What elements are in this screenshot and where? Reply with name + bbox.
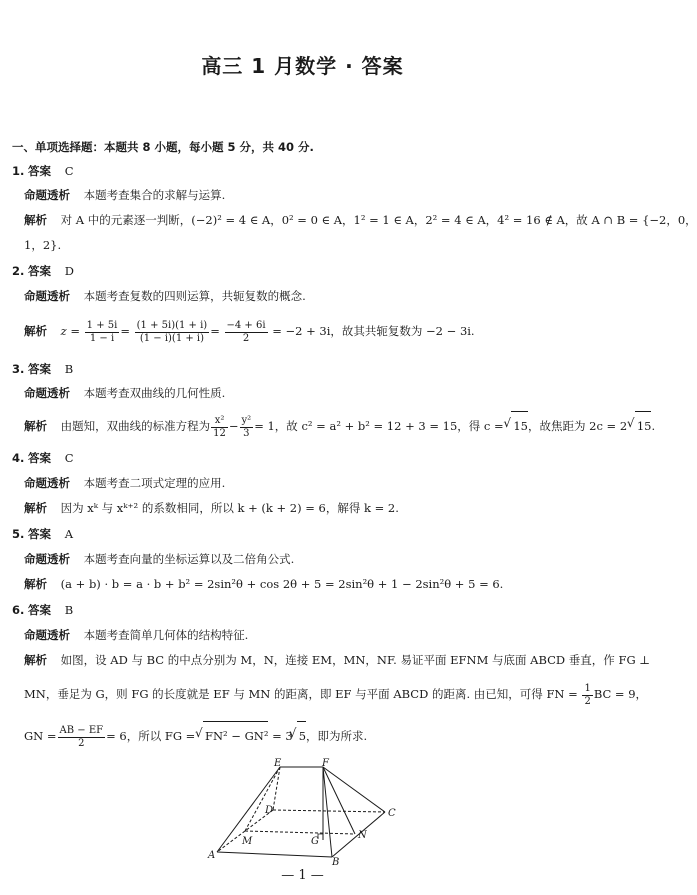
q6-root-2: √ 5 — [297, 721, 306, 750]
q2-answer: D — [64, 264, 74, 278]
answer-label: 答案 — [28, 362, 52, 376]
q1-solution-line — [24, 213, 697, 227]
q1-intro-line — [24, 188, 225, 202]
q3-solution-end: . — [651, 419, 656, 433]
q6-answer-line — [12, 603, 73, 617]
q3-number: 3. — [12, 362, 25, 376]
geometry-figure — [205, 758, 405, 868]
section-heading: 一、单项选择题：本题共 8 小题，每小题 5 分，共 40 分. — [12, 140, 314, 154]
solution-label: 解析 — [24, 501, 47, 515]
q3-fraction-y: $\frac{\text{y²}}{3}$ — [241, 414, 252, 439]
q4-solution-line — [24, 501, 399, 515]
edge-ab — [217, 852, 332, 857]
q4-number: 4. — [12, 451, 25, 465]
q6-fraction-half: $\frac{1}{2}$ — [584, 682, 591, 707]
q3-answer: B — [64, 362, 74, 376]
q2-z: z = — [60, 324, 81, 338]
q6-solution-3b: = 3 — [272, 729, 293, 743]
solution-label: 解析 — [24, 324, 47, 338]
point-g: G — [311, 836, 319, 847]
q5-solution: (a + b) · b = a · b + b² = 2sin²θ + cos 2θ + 5 = 2sin²θ + 1 − 2sin²θ + 5 = 6. — [60, 577, 504, 591]
q1-solution-2: 1，2}. — [24, 238, 62, 252]
point-a: A — [208, 850, 216, 861]
point-f: F — [322, 758, 329, 769]
q4-solution: 因为 xᵏ 与 xᵏ⁺² 的系数相同，所以 k + (k + 2) = 6，解得 k = 2. — [60, 501, 399, 515]
point-b: B — [332, 857, 340, 868]
q6-solution-3c: ，即为所求. — [306, 729, 368, 743]
intro-label: 命题透析 — [24, 188, 70, 202]
q6-solution-1: 如图，设 AD 与 BC 的中点分别为 M，N，连接 EM，MN，NF. 易证平面 EFNM 与底面 ABCD 垂直，作 FG ⊥ — [60, 653, 651, 667]
q6-answer: B — [64, 603, 74, 617]
edge-fn — [323, 767, 355, 834]
q2-solution-tail: = −2 + 3i，故其共轭复数为 −2 − 3i. — [272, 324, 475, 338]
page-title: 高三 1 月数学 · 答案 — [201, 54, 404, 78]
edge-fb — [323, 767, 332, 857]
intro-label: 命题透析 — [24, 552, 70, 566]
q6-solution-line-1 — [24, 653, 650, 667]
intro-label: 命题透析 — [24, 289, 70, 303]
q3-intro-line — [24, 386, 225, 400]
q2-fraction-2: $\frac{(1 + 5i)(1 + i)}{(1 - i)(1 + i)}$ — [136, 319, 208, 344]
point-n: N — [358, 830, 367, 841]
answer-label: 答案 — [28, 451, 52, 465]
solution-label: 解析 — [24, 577, 47, 591]
q1-answer: C — [64, 164, 74, 178]
q5-answer-line — [12, 527, 73, 541]
point-m: M — [242, 836, 253, 847]
q3-solution-mid: = 1，故 c² = a² + b² = 12 + 3 = 15，得 c = — [254, 419, 504, 433]
q3-root-1: √ 15 — [511, 411, 528, 440]
q2-intro-line — [24, 289, 306, 303]
q5-number: 5. — [12, 527, 25, 541]
q6-gn: GN = — [24, 729, 57, 743]
q6-solution-line-3 — [24, 721, 367, 750]
q6-intro: 本题考查简单几何体的结构特征. — [83, 628, 249, 642]
answer-label: 答案 — [28, 164, 52, 178]
intro-label: 命题透析 — [24, 476, 70, 490]
point-c: C — [388, 808, 396, 819]
q4-intro-line — [24, 476, 225, 490]
q2-fraction-1: $\frac{1 + 5i}{1 - i}$ — [86, 319, 118, 344]
q5-intro-line — [24, 552, 294, 566]
point-e: E — [274, 758, 282, 769]
edge-fc — [323, 767, 385, 812]
answer-label: 答案 — [28, 264, 52, 278]
q2-number: 2. — [12, 264, 25, 278]
q1-intro: 本题考查集合的求解与运算. — [83, 188, 226, 202]
q1-answer-line — [12, 164, 74, 178]
q5-intro: 本题考查向量的坐标运算以及二倍角公式. — [83, 552, 295, 566]
q6-intro-line — [24, 628, 248, 642]
answer-label: 答案 — [28, 603, 52, 617]
q6-solution-2b: BC = 9， — [593, 687, 648, 701]
q6-solution-2a: MN，垂足为 G，则 FG 的长度就是 EF 与 MN 的距离，即 EF 与平面 ABCD 的距离. 由已知，可得 FN = — [24, 687, 578, 701]
q2-answer-line — [12, 264, 74, 278]
intro-label: 命题透析 — [24, 386, 70, 400]
q3-root-2: √ 15 — [635, 411, 652, 440]
q4-intro: 本题考查二项式定理的应用. — [83, 476, 226, 490]
intro-label: 命题透析 — [24, 628, 70, 642]
q6-root-1: √ FN² − GN² — [203, 721, 268, 750]
q3-fraction-x: $\frac{\text{x²}}{12}$ — [213, 414, 226, 439]
q5-answer: A — [64, 527, 73, 541]
answer-label: 答案 — [28, 527, 52, 541]
q3-answer-line — [12, 362, 73, 376]
q1-solution-1: 对 A 中的元素逐一判断，(−2)² = 4 ∈ A，0² = 0 ∈ A，1² = 1 ∈ A，2² = 4 ∈ A，4² = 16 ∉ A，故 A ∩ B = {−2，0， — [60, 213, 697, 227]
q6-number: 6. — [12, 603, 25, 617]
q3-solution-line: 解析 由题知，双曲线的标准方程为 $\frac{\text{x²}}{12}$ − $\frac{\text{y²}}{3}$ = 1，故 c² = a² + b² = 12 + 3 = 15，得 c = √ 15，故焦距为 2c = 2 √ 15. — [24, 411, 655, 440]
q6-solution-3a: = 6，所以 FG = — [106, 729, 196, 743]
q2-fraction-3: $\frac{-4 + 6i}{2}$ — [226, 319, 266, 344]
solution-label: 解析 — [24, 419, 47, 433]
q3-solution-mid2: ，故焦距为 2c = 2 — [527, 419, 628, 433]
q2-intro: 本题考查复数的四则运算，共轭复数的概念. — [83, 289, 306, 303]
q4-answer-line — [12, 451, 74, 465]
q6-solution-line-2 — [24, 680, 647, 708]
page-number: — 1 — — [281, 868, 324, 883]
solution-label: 解析 — [24, 213, 47, 227]
q3-intro: 本题考查双曲线的几何性质. — [83, 386, 226, 400]
q3-solution-pre: 由题知，双曲线的标准方程为 — [60, 419, 211, 433]
q2-solution-line: 解析 z = $\frac{1 + 5i}{1 - i}$ = $\frac{(1 + 5i)(1 + i)}{(1 - i)(1 + i)}$ = $\frac{-4 + 6i}{2}$ = −2 + 3i，故其共轭复数为 −2 − 3i. — [24, 319, 475, 344]
q5-solution-line — [24, 577, 503, 591]
q4-answer: C — [64, 451, 74, 465]
solution-label: 解析 — [24, 653, 47, 667]
q1-number: 1. — [12, 164, 25, 178]
edge-dc — [273, 810, 385, 812]
q6-fraction-ab-ef: $\frac{AB - EF}{2}$ — [59, 724, 104, 749]
point-d: D — [265, 805, 274, 816]
edge-mn — [245, 831, 355, 834]
